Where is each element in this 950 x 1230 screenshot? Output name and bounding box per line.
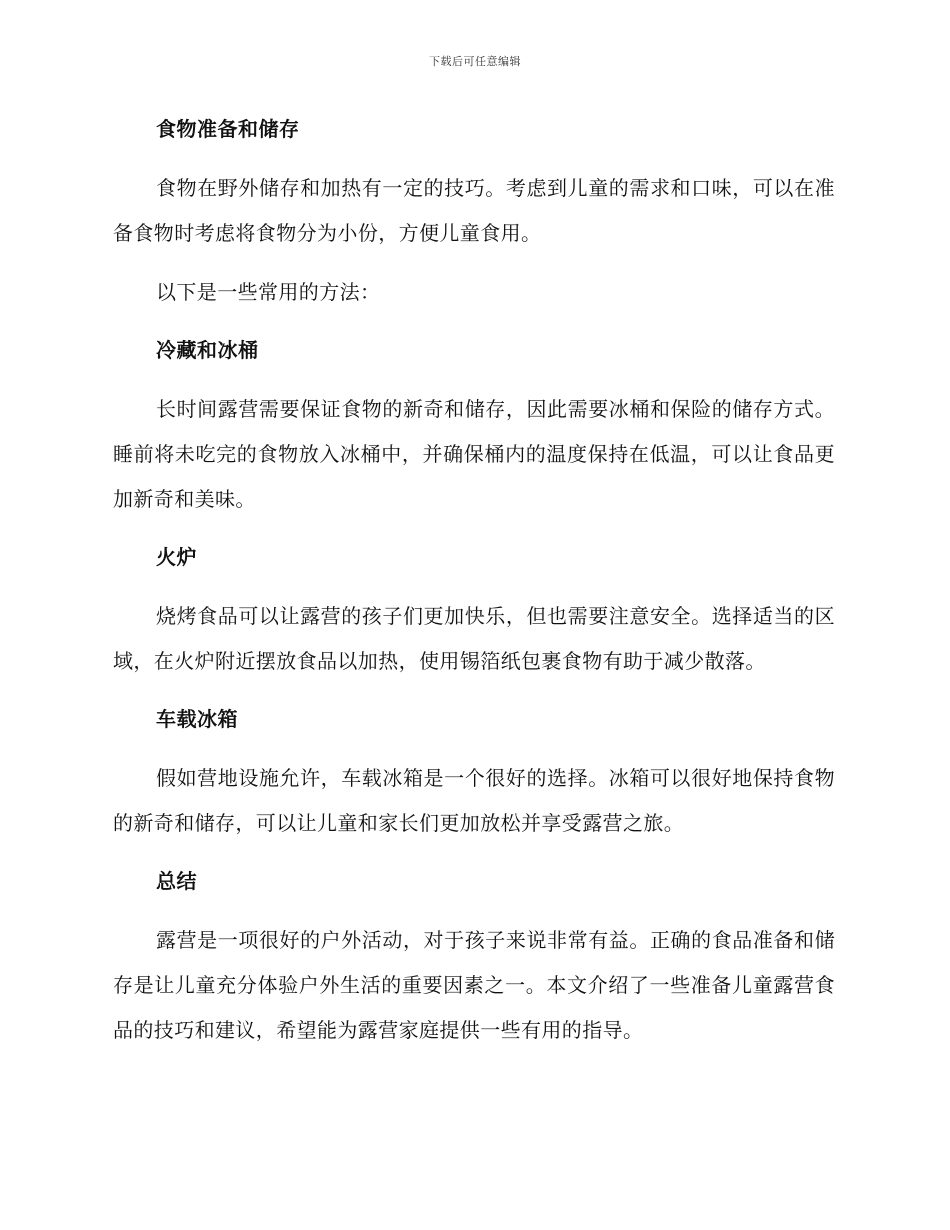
header-note: 下载后可任意编辑 xyxy=(429,55,521,68)
section-stove xyxy=(113,536,835,684)
document-body xyxy=(113,108,835,1067)
section-heading: 车载冰箱 xyxy=(156,707,238,731)
paragraph: 以下是一些常用的方法： xyxy=(156,280,381,304)
section-heading: 食物准备和储存 xyxy=(156,117,300,141)
paragraph: 烧烤食品可以让露营的孩子们更加快乐，但也需要注意安全。选择适当的区域，在火炉附近摆放食品以加热，使用锡箔纸包裹食物有助于减少散落。 xyxy=(113,604,835,673)
section-heading: 火炉 xyxy=(156,545,197,569)
paragraph: 假如营地设施允许，车载冰箱是一个很好的选择。冰箱可以很好地保持食物的新奇和储存，可以让儿童和家长们更加放松并享受露营之旅。 xyxy=(113,766,835,835)
paragraph: 露营是一项很好的户外活动，对于孩子来说非常有益。正确的食品准备和储存是让儿童充分体验户外生活的重要因素之一。本文介绍了一些准备儿童露营食品的技巧和建议，希望能为露营家庭提供一些有用的指导。 xyxy=(113,928,835,1042)
paragraph: 长时间露营需要保证食物的新奇和储存，因此需要冰桶和保险的储存方式。睡前将未吃完的食物放入冰桶中，并确保桶内的温度保持在低温，可以让食品更加新奇和美味。 xyxy=(113,397,835,511)
section-car-fridge xyxy=(113,698,835,846)
paragraph: 食物在野外储存和加热有一定的技巧。考虑到儿童的需求和口味，可以在准备食物时考虑将食物分为小份，方便儿童食用。 xyxy=(113,176,835,245)
section-heading: 冷藏和冰桶 xyxy=(156,338,259,362)
section-summary xyxy=(113,860,835,1053)
section-cooler xyxy=(113,329,835,522)
section-heading: 总结 xyxy=(156,869,197,893)
section-food-prep xyxy=(113,108,835,315)
